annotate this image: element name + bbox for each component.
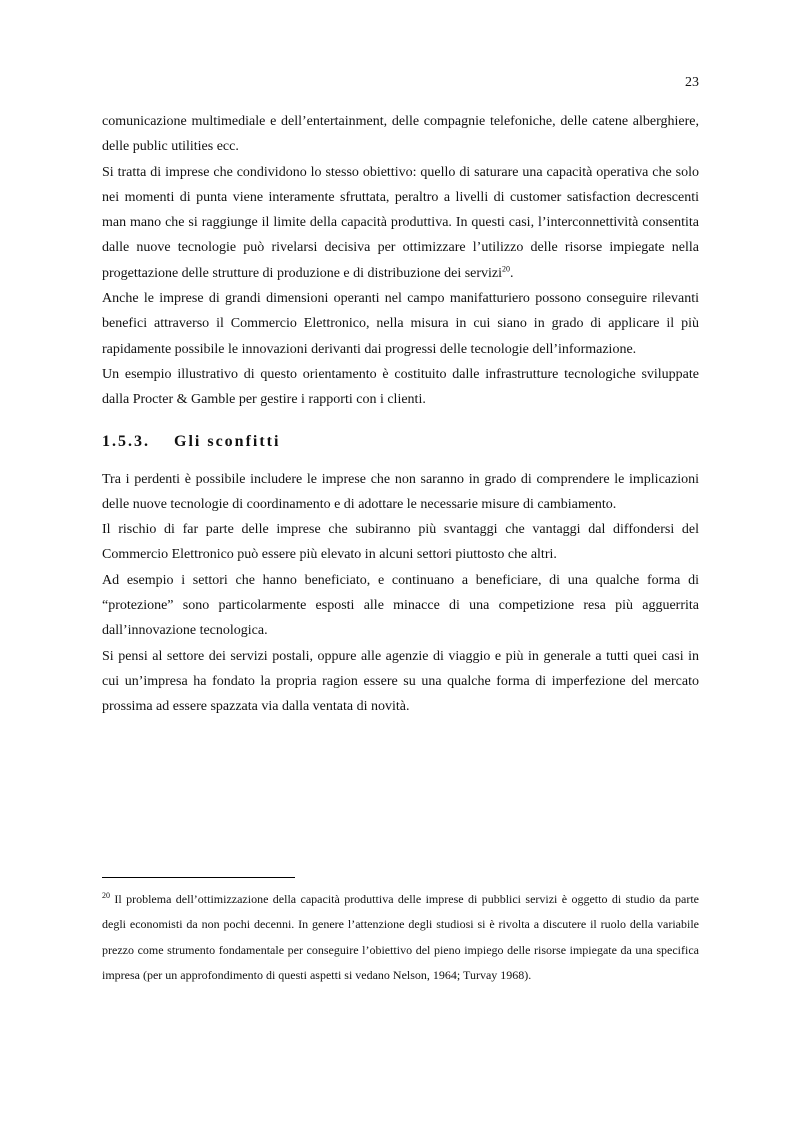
paragraph: Si pensi al settore dei servizi postali, oppure alle agenzie di viaggio e più in generale a tutti quei casi in cui un’impresa ha fondato la propria ragion essere su una qualche forma di imperfezione del mercato prossima ad essere spazzata via dalla ventata di novità. [102,648,699,715]
main-text [102,109,699,720]
footnote-paragraph [102,887,699,988]
paragraph-text: Si tratta di imprese che condividono lo stesso obiettivo: quello di saturare una capacità operativa che solo nei momenti di punta viene interamente sfruttata, peraltro a livelli di customer satisfaction decrescenti man mano che si raggiunge il limite della capacità produttiva. In questi casi, l’interconnettività consentita dalle nuove tecnologie può rivelarsi decisiva per ottimizzare l’utilizzo delle risorse impiegate nella progettazione delle strutture di produzione e di distribuzione dei servizi [102,164,699,281]
paragraph: Anche le imprese di grandi dimensioni operanti nel campo manifatturiero possono conseguire rilevanti benefici attraverso il Commercio Elettronico, nella misura in cui siano in grado di applicare il più rapidamente possibile le innovazioni derivanti dai progressi delle tecnologie dell’informazione. [102,291,699,357]
section-number: 1.5.3. [102,432,150,450]
paragraph: Un esempio illustrativo di questo orientamento è costituito dalle infrastrutture tecnologiche sviluppate dalla Procter & Gamble per gestire i rapporti con i clienti. [102,366,699,408]
page-number: 23 [685,75,699,90]
section-heading [102,427,699,457]
footnote-reference: 20 [502,264,511,274]
paragraph: comunicazione multimediale e dell’entertainment, delle compagnie telefoniche, delle catene alberghiere, delle public utilities ecc. [102,114,699,155]
footnote-text: Il problema dell’ottimizzazione della capacità produttiva delle imprese di pubblici servizi è oggetto di studio da parte degli economisti da non pochi decenni. In genere l’attenzione degli studiosi si è rivolta a discutere il ruolo della variabile prezzo come strumento fondamentale per conseguire l’obiettivo del pieno impiego delle risorse impiegate da una specifica impresa (per un approfondimento di questi aspetti si vedano Nelson, 1964; Turvay 1968). [102,892,699,982]
paragraph: Tra i perdenti è possibile includere le imprese che non saranno in grado di comprendere le implicazioni delle nuove tecnologie di coordinamento e di adottare le necessarie misure di cambiamento. [102,471,699,512]
section-title: Gli sconfitti [174,432,281,450]
footnote [102,887,699,988]
paragraph: Ad esempio i settori che hanno beneficiato, e continuano a beneficiare, di una qualche forma di “protezione” sono particolarmente esposti alle minacce di una competizione resa più agguerrita dall’innovazione tecnologica. [102,572,699,639]
footnote-number: 20 [102,891,110,900]
paragraph [102,160,699,286]
paragraph: Il rischio di far parte delle imprese che subiranno più svantaggi che vantaggi dal diffondersi del Commercio Elettronico può essere più elevato in alcuni settori piuttosto che altri. [102,522,699,563]
paragraph-end: . [510,265,514,281]
footnote-separator [102,877,295,878]
